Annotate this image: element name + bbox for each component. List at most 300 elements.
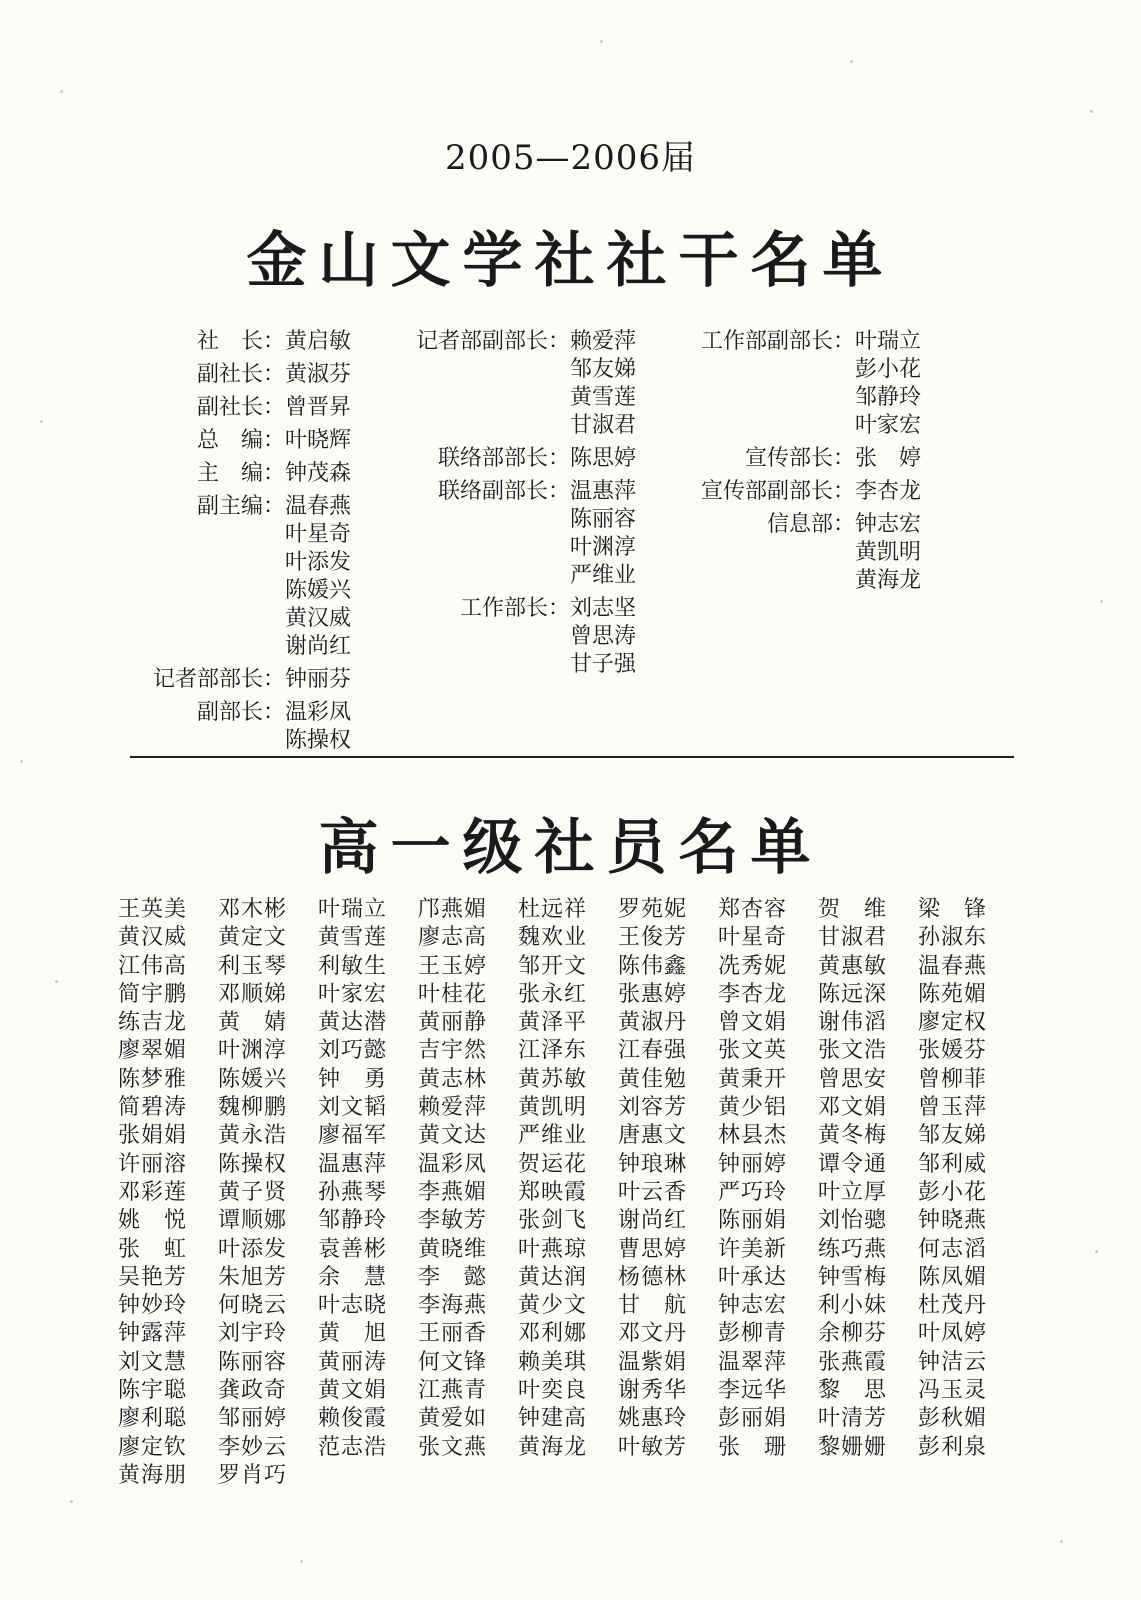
- member-name: 钟雪梅: [818, 1264, 888, 1290]
- scan-speck: [1100, 600, 1103, 603]
- member-name: 黄志林: [418, 1066, 488, 1092]
- scan-speck: [40, 420, 43, 423]
- member-name: 邹静玲: [318, 1208, 388, 1234]
- staff-name: 赖爱萍: [570, 329, 637, 354]
- staff-entry: [700, 511, 921, 539]
- member-name: 邓顺娣: [218, 981, 288, 1007]
- staff-name: 钟志宏: [855, 512, 922, 537]
- staff-role: 社 长：: [196, 329, 285, 354]
- member-name: 张惠婷: [618, 981, 688, 1007]
- staff-name: 黄淑芬: [285, 362, 352, 387]
- member-name: 黄少文: [518, 1293, 588, 1319]
- member-name: 利小妹: [818, 1293, 888, 1319]
- member-name: 梁 锋: [918, 897, 988, 922]
- member-name: 钟妙玲: [118, 1293, 188, 1319]
- staff-role: [405, 562, 570, 590]
- staff-name: 陈操权: [285, 728, 352, 753]
- member-name: 廖翠媚: [118, 1038, 188, 1064]
- staff-entry: [140, 666, 351, 694]
- member-name: 黄海朋: [118, 1462, 188, 1488]
- staff-entry: [140, 493, 351, 521]
- member-name: 赖爱萍: [418, 1095, 488, 1121]
- member-name: 叶敏芳: [618, 1434, 688, 1460]
- staff-name: 叶瑞立: [855, 329, 922, 354]
- member-name: 李敏芳: [418, 1208, 488, 1234]
- member-name: 谭令通: [818, 1151, 888, 1177]
- staff-entry: [140, 549, 351, 577]
- staff-entry: [405, 328, 636, 356]
- staff-name: 曾思涛: [570, 624, 637, 649]
- member-name: 叶家宏: [318, 981, 388, 1007]
- section-divider: [130, 756, 1014, 758]
- member-name: 罗肖巧: [218, 1462, 288, 1488]
- staff-name: 陈媛兴: [285, 578, 352, 603]
- staff-entry: [700, 328, 921, 356]
- member-name: 邹利威: [918, 1151, 988, 1177]
- staff-role: [700, 539, 855, 567]
- year-heading: 2005—2006届: [444, 138, 697, 178]
- scan-speck: [1095, 1250, 1098, 1253]
- staff-entry: [700, 356, 921, 384]
- member-name: 赖美琪: [518, 1349, 588, 1375]
- member-name: 张剑飞: [518, 1208, 588, 1234]
- staff-name: 邹静玲: [855, 385, 922, 410]
- staff-entry: [140, 328, 351, 356]
- staff-role: [405, 506, 570, 534]
- scan-speck: [600, 40, 603, 43]
- member-name: 邹友娣: [918, 1123, 988, 1149]
- member-name: 严维业: [518, 1123, 588, 1149]
- member-name: 江泽东: [518, 1038, 588, 1064]
- member-name: 黄文达: [418, 1123, 488, 1149]
- member-name: 钟丽婷: [718, 1151, 788, 1177]
- staff-name: 陈思婷: [570, 446, 637, 471]
- staff-column-right: [700, 328, 921, 600]
- member-name: 袁善彬: [318, 1236, 388, 1262]
- member-name: 甘淑君: [818, 925, 888, 951]
- member-name: 刘巧懿: [318, 1038, 388, 1064]
- staff-role: 联络副部长：: [437, 479, 570, 504]
- member-name: 罗苑妮: [618, 897, 688, 922]
- member-name: 黎姗姗: [818, 1434, 888, 1460]
- member-name: 曹思婷: [618, 1236, 688, 1262]
- staff-name: 甘子强: [570, 652, 637, 677]
- member-name: 黄苏敏: [518, 1066, 588, 1092]
- member-name: 王丽香: [418, 1321, 488, 1347]
- member-name: 何晓云: [218, 1293, 288, 1319]
- staff-role: 宣传部长：: [744, 446, 855, 471]
- staff-entry: [405, 595, 636, 623]
- staff-role: 宣传部副部长：: [700, 479, 855, 504]
- member-name: 张文英: [718, 1038, 788, 1064]
- staff-entry: [405, 356, 636, 384]
- staff-entry: [140, 460, 351, 488]
- staff-role: 信息部：: [766, 512, 855, 537]
- member-name: 王俊芳: [618, 925, 688, 951]
- member-name: 邓文丹: [618, 1321, 688, 1347]
- staff-role: [405, 356, 570, 384]
- member-name: 黄汉威: [118, 925, 188, 951]
- member-name: 陈远深: [818, 981, 888, 1007]
- staff-name: 陈丽容: [570, 507, 637, 532]
- member-name: 彭利泉: [918, 1434, 988, 1460]
- staff-entry: [140, 633, 351, 661]
- scan-speck: [300, 1560, 303, 1563]
- staff-entry: [140, 427, 351, 455]
- member-name: 温彩凤: [418, 1151, 488, 1177]
- member-name: 叶志晓: [318, 1293, 388, 1319]
- staff-role: [140, 521, 285, 549]
- member-name: 黄达润: [518, 1264, 588, 1290]
- staff-name: 叶家宏: [855, 413, 922, 438]
- member-name: 曾柳菲: [918, 1066, 988, 1092]
- staff-role: 副主编：: [196, 494, 285, 519]
- member-name: 甘 航: [618, 1293, 688, 1319]
- member-name: 余 慧: [318, 1264, 388, 1290]
- member-name: 邓利娜: [518, 1321, 588, 1347]
- member-name: 李杏龙: [718, 981, 788, 1007]
- staff-role: 副社长：: [196, 362, 285, 387]
- member-name: 彭小花: [918, 1179, 988, 1205]
- member-name: 彭柳青: [718, 1321, 788, 1347]
- member-name: 刘文韬: [318, 1095, 388, 1121]
- member-name: 姚 悦: [118, 1208, 188, 1234]
- member-name: 简碧涛: [118, 1095, 188, 1121]
- member-name: 陈丽容: [218, 1349, 288, 1375]
- staff-role: [405, 651, 570, 679]
- member-name: 简宇鹏: [118, 981, 188, 1007]
- staff-name: 黄海龙: [855, 568, 922, 593]
- member-name: 黄雪莲: [318, 925, 388, 951]
- member-name: 张文燕: [418, 1434, 488, 1460]
- member-name: 叶星奇: [718, 925, 788, 951]
- member-name: 黄惠敏: [818, 953, 888, 979]
- staff-name: 张 婷: [855, 446, 922, 471]
- member-name: 叶立厚: [818, 1179, 888, 1205]
- member-name: 刘怡骢: [818, 1208, 888, 1234]
- staff-role: [700, 356, 855, 384]
- member-name: 谢尚红: [618, 1208, 688, 1234]
- member-name: 彭秋媚: [918, 1406, 988, 1432]
- member-name: 谢伟滔: [818, 1010, 888, 1036]
- staff-name: 邹友娣: [570, 357, 637, 382]
- staff-name: 叶星奇: [285, 522, 352, 547]
- staff-column-left: [140, 328, 351, 760]
- staff-name: 刘志坚: [570, 596, 637, 621]
- staff-role: [140, 605, 285, 633]
- member-name: 邓木彬: [218, 897, 288, 922]
- member-name: 李海燕: [418, 1293, 488, 1319]
- staff-entry: [405, 562, 636, 590]
- scan-speck: [20, 760, 23, 763]
- member-name: 张媛芬: [918, 1038, 988, 1064]
- member-name: 温紫娟: [618, 1349, 688, 1375]
- member-name: 江燕青: [418, 1378, 488, 1404]
- member-name: 叶瑞立: [318, 897, 388, 922]
- member-name: 江春强: [618, 1038, 688, 1064]
- member-name: 叶清芳: [818, 1406, 888, 1432]
- member-name: 邓彩莲: [118, 1179, 188, 1205]
- staff-name: 甘淑君: [570, 413, 637, 438]
- member-name: 陈伟鑫: [618, 953, 688, 979]
- member-name: 王玉婷: [418, 953, 488, 979]
- member-name: 刘容芳: [618, 1095, 688, 1121]
- member-name: 廖利聪: [118, 1406, 188, 1432]
- staff-role: [405, 534, 570, 562]
- member-name: 何志滔: [918, 1236, 988, 1262]
- staff-entry: [405, 651, 636, 679]
- member-name: 叶燕琼: [518, 1236, 588, 1262]
- staff-entry: [700, 445, 921, 473]
- member-name: 黄丽静: [418, 1010, 488, 1036]
- member-name: 张文浩: [818, 1038, 888, 1064]
- staff-entry: [405, 384, 636, 412]
- member-name: 郑杏容: [718, 897, 788, 922]
- member-name: 朱旭芳: [218, 1264, 288, 1290]
- member-name: 冼秀妮: [718, 953, 788, 979]
- member-name: 何文锋: [418, 1349, 488, 1375]
- member-name: 彭丽娟: [718, 1406, 788, 1432]
- staff-name: 黄雪莲: [570, 385, 637, 410]
- member-name: 李妙云: [218, 1434, 288, 1460]
- member-name: 利玉琴: [218, 953, 288, 979]
- members-title: 高一级社员名单: [318, 813, 823, 883]
- member-name: 张 虹: [118, 1236, 188, 1262]
- staff-role: [140, 577, 285, 605]
- member-name: 黄冬梅: [818, 1123, 888, 1149]
- staff-name: 温春燕: [285, 494, 352, 519]
- scan-speck: [55, 980, 58, 983]
- member-name: 谢秀华: [618, 1378, 688, 1404]
- staff-name: 钟丽芬: [285, 667, 352, 692]
- staff-name: 温彩凤: [285, 700, 352, 725]
- member-name: 刘宇玲: [218, 1321, 288, 1347]
- staff-name: 叶渊淳: [570, 535, 637, 560]
- staff-entry: [140, 577, 351, 605]
- member-name: 温春燕: [918, 953, 988, 979]
- member-name: 李远华: [718, 1378, 788, 1404]
- member-name: 江伟高: [118, 953, 188, 979]
- member-name: 曾文娟: [718, 1010, 788, 1036]
- staff-role: 工作部长：: [459, 596, 570, 621]
- member-name: 叶凤婷: [918, 1321, 988, 1347]
- scan-speck: [1090, 110, 1093, 113]
- member-name: 叶桂花: [418, 981, 488, 1007]
- member-name: 黄泽平: [518, 1010, 588, 1036]
- staff-name: 严维业: [570, 563, 637, 588]
- member-name: 冯玉灵: [918, 1378, 988, 1404]
- staff-role: 副部长：: [196, 700, 285, 725]
- member-name: 龚政奇: [218, 1378, 288, 1404]
- member-name: 谭顺娜: [218, 1208, 288, 1234]
- member-name: 陈丽娟: [718, 1208, 788, 1234]
- staff-role: [140, 727, 285, 755]
- member-name: 邝燕媚: [418, 897, 488, 922]
- member-name: 陈媛兴: [218, 1066, 288, 1092]
- member-name: 叶奕良: [518, 1378, 588, 1404]
- member-name: 黄丽涛: [318, 1349, 388, 1375]
- staff-entry: [700, 567, 921, 595]
- member-name: 黄晓维: [418, 1236, 488, 1262]
- staff-entry: [140, 361, 351, 389]
- staff-column-middle: [405, 328, 636, 684]
- member-name: 黄 旭: [318, 1321, 388, 1347]
- staff-name: 黄汉威: [285, 606, 352, 631]
- staff-entry: [405, 506, 636, 534]
- member-name: 曾玉萍: [918, 1095, 988, 1121]
- member-name: 黄定文: [218, 925, 288, 951]
- member-name: 黄淑丹: [618, 1010, 688, 1036]
- staff-entry: [700, 539, 921, 567]
- member-name: 杨德林: [618, 1264, 688, 1290]
- member-name: 钟建高: [518, 1406, 588, 1432]
- member-name: 王英美: [118, 897, 188, 922]
- member-name: 陈苑媚: [918, 981, 988, 1007]
- member-name: 黄爱如: [418, 1406, 488, 1432]
- staff-entry: [405, 623, 636, 651]
- member-name: 叶承达: [718, 1264, 788, 1290]
- member-name: 叶云香: [618, 1179, 688, 1205]
- member-name: 陈梦雅: [118, 1066, 188, 1092]
- member-name: 贺运花: [518, 1151, 588, 1177]
- staff-name: 曾晋昇: [285, 395, 352, 420]
- staff-role: [700, 384, 855, 412]
- member-name: 温翠萍: [718, 1349, 788, 1375]
- staff-role: [405, 384, 570, 412]
- member-name: 黄永浩: [218, 1123, 288, 1149]
- member-name: 魏柳鹏: [218, 1095, 288, 1121]
- member-name: 赖俊霞: [318, 1406, 388, 1432]
- staff-role: 联络部部长：: [437, 446, 570, 471]
- member-name: 杜远祥: [518, 897, 588, 922]
- staff-name: 钟茂森: [285, 461, 352, 486]
- member-name: 邹丽婷: [218, 1406, 288, 1432]
- member-name: 黄佳勉: [618, 1066, 688, 1092]
- member-name: 廖志高: [418, 925, 488, 951]
- member-name: 黄达潜: [318, 1010, 388, 1036]
- member-name: 叶渊淳: [218, 1038, 288, 1064]
- member-name: 黄秉开: [718, 1066, 788, 1092]
- member-name: 黄海龙: [518, 1434, 588, 1460]
- member-name: 钟洁云: [918, 1349, 988, 1375]
- staff-role: 记者部部长：: [152, 667, 285, 692]
- member-name: 邓文娟: [818, 1095, 888, 1121]
- member-name: 练吉龙: [118, 1010, 188, 1036]
- staff-name: 李杏龙: [855, 479, 922, 504]
- member-name: 利敏生: [318, 953, 388, 979]
- staff-role: 总 编：: [196, 428, 285, 453]
- member-name: 叶添发: [218, 1236, 288, 1262]
- staff-entry: [140, 699, 351, 727]
- scan-speck: [60, 90, 63, 93]
- member-name: 严巧玲: [718, 1179, 788, 1205]
- member-name: 范志浩: [318, 1434, 388, 1460]
- staff-entry: [405, 445, 636, 473]
- member-name: 张永红: [518, 981, 588, 1007]
- staff-entry: [405, 412, 636, 440]
- member-name: 黄凯明: [518, 1095, 588, 1121]
- staff-name: 温惠萍: [570, 479, 637, 504]
- staff-entry: [140, 394, 351, 422]
- member-name: 杜茂丹: [918, 1293, 988, 1319]
- staff-role: [405, 623, 570, 651]
- member-name: 孙淑东: [918, 925, 988, 951]
- member-name: 廖定钦: [118, 1434, 188, 1460]
- member-name: 廖定权: [918, 1010, 988, 1036]
- staff-entry: [405, 534, 636, 562]
- member-name: 林县杰: [718, 1123, 788, 1149]
- staff-name: 黄凯明: [855, 540, 922, 565]
- member-name: 李燕媚: [418, 1179, 488, 1205]
- member-name: 余柳芬: [818, 1321, 888, 1347]
- staff-entry: [140, 521, 351, 549]
- member-name: 邹开文: [518, 953, 588, 979]
- staff-name: 叶晓辉: [285, 428, 352, 453]
- scan-speck: [1060, 1540, 1063, 1543]
- member-name: 张娟娟: [118, 1123, 188, 1149]
- scan-speck: [70, 1500, 73, 1503]
- staff-role: [405, 412, 570, 440]
- staff-entry: [140, 605, 351, 633]
- member-name: 张 珊: [718, 1434, 788, 1460]
- staff-role: [700, 412, 855, 440]
- member-name: 郑映霞: [518, 1179, 588, 1205]
- member-name: 曾思安: [818, 1066, 888, 1092]
- member-name: 吉宇然: [418, 1038, 488, 1064]
- staff-entry: [405, 478, 636, 506]
- member-name: 廖福军: [318, 1123, 388, 1149]
- staff-entry: [700, 384, 921, 412]
- scan-speck: [850, 60, 853, 63]
- member-name: 黄子贤: [218, 1179, 288, 1205]
- staff-role: [140, 549, 285, 577]
- staff-name: 黄启敏: [285, 329, 352, 354]
- member-name: 黄 婧: [218, 1010, 288, 1036]
- member-name: 陈操权: [218, 1151, 288, 1177]
- staff-role: [700, 567, 855, 595]
- member-name: 钟志宏: [718, 1293, 788, 1319]
- member-name: 李 懿: [418, 1264, 488, 1290]
- member-name: 温惠萍: [318, 1151, 388, 1177]
- member-name: 钟晓燕: [918, 1208, 988, 1234]
- staff-role: [140, 633, 285, 661]
- staff-entry: [140, 727, 351, 755]
- staff-entry: [700, 412, 921, 440]
- member-name: 孙燕琴: [318, 1179, 388, 1205]
- member-name: 钟 勇: [318, 1066, 388, 1092]
- staff-role: 主 编：: [196, 461, 285, 486]
- member-name: 钟琅琳: [618, 1151, 688, 1177]
- member-name: 黄少铝: [718, 1095, 788, 1121]
- staff-role: 记者部副部长：: [415, 329, 570, 354]
- member-name: 陈凤媚: [918, 1264, 988, 1290]
- member-name: 练巧燕: [818, 1236, 888, 1262]
- member-name: 贺 维: [818, 897, 888, 922]
- member-name: 钟露萍: [118, 1321, 188, 1347]
- member-name: 陈宇聪: [118, 1378, 188, 1404]
- member-name: 唐惠文: [618, 1123, 688, 1149]
- page-title: 金山文学社社干名单: [246, 226, 895, 296]
- member-name: 黎 思: [818, 1378, 888, 1404]
- staff-name: 谢尚红: [285, 634, 352, 659]
- staff-name: 彭小花: [855, 357, 922, 382]
- staff-role: 副社长：: [196, 395, 285, 420]
- member-name: 黄文娟: [318, 1378, 388, 1404]
- member-name: 吴艳芳: [118, 1264, 188, 1290]
- member-name: 刘文慧: [118, 1349, 188, 1375]
- staff-entry: [700, 478, 921, 506]
- member-name: 魏欢业: [518, 925, 588, 951]
